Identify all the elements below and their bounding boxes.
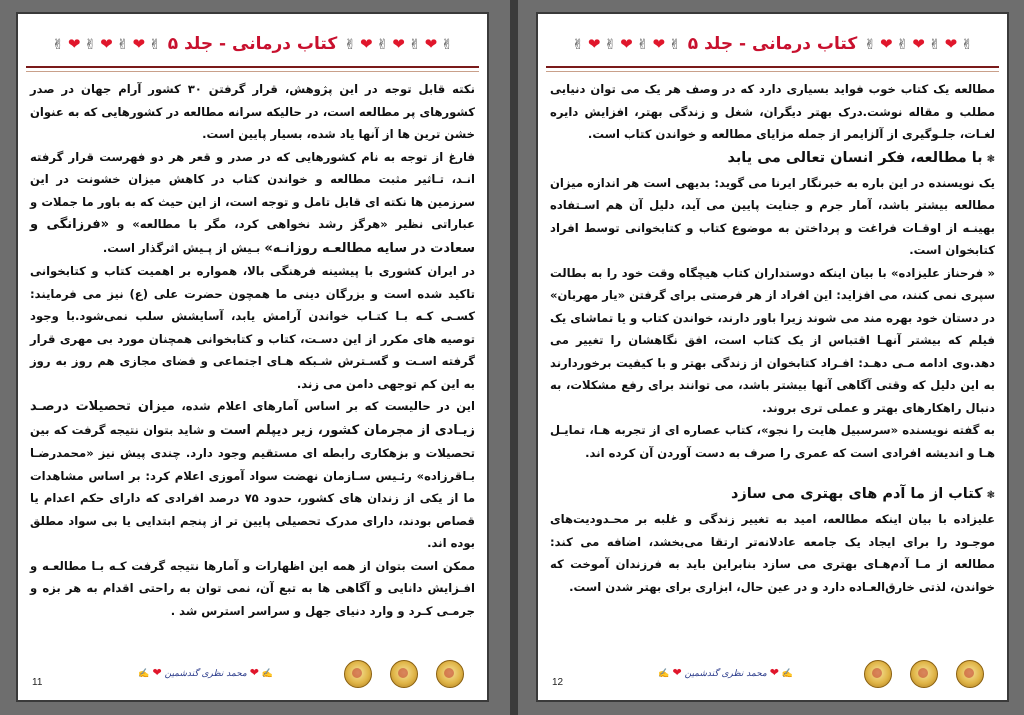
heart-icon: ❤ (587, 35, 601, 53)
paragraph: در ایران کشوری با پیشینه فرهنگی بالا، همواره بر اهمیت کتاب و کتابخوانی تاکید شده است و بزرگان دینی ما همچون حضرت علی (ع) نیز می فرمایند: کسـی کـه بـا کتـاب خواندن آرامش یابد، آسایشش سلب نمی‌شود.با وجود توصیه های مکرر از این دسـت، کتاب و کتابخوانی همچنان مورد بی مهری قرار گرفته اسـت و گسـترش شـبکه هـای اجتماعی و فضای مجازی هم روز به روز به این کم توجهی دامن می زند. (30, 264, 475, 391)
heart-icon: ❤ (672, 666, 682, 679)
victory-hand-icon: ✌ (441, 37, 453, 53)
medal-icon (956, 660, 984, 688)
pen-icon: ✍ (658, 669, 670, 679)
header-divider (546, 66, 999, 72)
section-heading (550, 146, 995, 172)
victory-hand-icon: ✌ (52, 37, 64, 53)
victory-hand-icon: ✌ (604, 37, 617, 53)
page-body (30, 78, 475, 644)
pen-icon: ✍ (138, 669, 150, 679)
header-divider (26, 66, 479, 72)
paragraph: « فرحناز علیزاده» با بیان اینکه دوستداران کتاب هیچگاه وقت خود را به بطالت سپری نمی کنند، می افزاید: این افراد از هر فرصتی برای گرفتن «یار مهربان» در دستان خود بهره مند می شوند زیرا باور دارند، خواندن کتاب و یا تماشای یک فیلم که بیشتر آنهـا اقتباس از یک کتاب است، افق نگاهشان را تغییر می دهد.وی ادامه مـی دهـد: افـراد کتابخوان از زندگی بهتر و با کیفیت برخوردارند به این دلیل که وقتی آگاهی آنها بیشتر باشد، می توانند برای رفع مشکلات، به دنبال راهکارهای بهتر و عملی تری بروند. (550, 265, 995, 415)
victory-hand-icon: ✌ (116, 37, 129, 53)
victory-hand-icon: ✌ (961, 37, 973, 53)
heart-icon: ❤ (132, 35, 146, 53)
paragraph: یک نویسنده در این باره به خبرنگار ایرنا می گوید: بدیهی است هر اندازه میزان مطالعه بیشتر باشد، آمار جرم و جنایت پایین می آید، دلیل آن هم اسـتفاده بهینـه از اوقـات فراغت و پرداختن به موضوع کتاب و کتابخوانی توسط افراد کتابخوان است. (550, 175, 995, 257)
paragraph: مطالعه یک کتاب خوب فواید بسیاری دارد که در وصف هر یک می توان دنیایی مطلب و مقاله نوشت.درک بهتر دیگران، شغل و زندگی بهتر، افزایش دایره لغـات، جلـوگیری از آلزایمر از جمله مزایای مطالعه و خواندن کتاب است. (550, 82, 995, 141)
victory-hand-icon: ✌ (896, 37, 909, 53)
heart-icon: ❤ (620, 35, 633, 53)
page-header (546, 34, 999, 60)
paragraph-text: فارغ از توجه به نام کشورهایی که در صدر و قعر هر دو فهرست قرار گرفته انـد، تـاثیر مثبت مطالعه و خواندن کتاب در کاهش میزان خشونت در این سرزمین ها نکته ای قابل تامل و توجه است، از این حیث که به باور ما جملات و عباراتی نظیر «هرگز رشد نخواهی کرد، مگر با مطالعه» و (30, 149, 475, 231)
emphasized-statement: میزان تحصیلات درصـد زیـادی از مجرمان کشور، زیر دیپلم است (30, 399, 475, 438)
heart-icon: ❤ (652, 35, 666, 53)
page-footer (28, 658, 477, 690)
heart-icon: ❤ (67, 35, 81, 53)
spacer (550, 464, 995, 482)
author-signature (138, 666, 273, 688)
paragraph-text: و شاید بتوان نتیجه گرفت که بین تحصیلات و بزهکاری رابطه ای مستقیم وجود دارد. چندی پیش نیز «محمدرضـا بـاقرزاده» رئـیس سـازمان نهضت سواد آموزی اعلام کرد: بر اساس مشاهدات ما از یکی از زندان های کشور، حدود ۷۵ درصد افرادی که دارای حکم اعدام یا قصاص بودند، دارای مدرک تحصیلی پایین تر از پنجم ابتدایی یا بی سواد مطلق بوده اند. (30, 422, 475, 550)
heart-icon: ❤ (359, 35, 373, 53)
victory-hand-icon: ✌ (928, 37, 941, 53)
page-11 (16, 12, 489, 702)
signature-text: محمد نظری گندشمین (684, 669, 767, 679)
page-body (550, 78, 995, 644)
heart-icon: ❤ (424, 35, 438, 53)
paragraph: علیزاده با بیان اینکه مطالعه، امید به تغییر زندگی و غلبه بر محـدودیت‌های موجـود را برای ایجاد یک جامعه عادلانه‌تر ارتقا می‌بخشد، اضافه می کند: مطالعه از مـا آدم‌هـای بهتری می سازد بنابراین باید به فرزندان آموخت که خواندن، لذتی خارق‌العـاده دارد و در عین حال، ابزاری برای بهتر شدن است. (550, 512, 995, 594)
paragraph-text: بـیش از پـیش اثرگذار است. (102, 240, 261, 255)
medal-icon (910, 660, 938, 688)
pen-icon: ✍ (781, 669, 793, 679)
victory-hand-icon: ✌ (669, 37, 681, 53)
medal-icon (390, 660, 418, 688)
heart-icon: ❤ (912, 35, 925, 53)
victory-hand-icon: ✌ (636, 37, 649, 53)
heart-icon: ❤ (392, 35, 405, 53)
victory-hand-icon: ✌ (149, 37, 161, 53)
medal-icon (436, 660, 464, 688)
flower-bullet-icon: ❃ (986, 153, 995, 165)
heart-icon: ❤ (879, 35, 893, 53)
flower-bullet-icon: ❃ (986, 490, 995, 501)
heart-icon: ❤ (944, 35, 958, 53)
author-signature (658, 666, 793, 688)
signature-text: محمد نظری گندشمین (164, 669, 247, 679)
page-number: 12 (552, 677, 564, 688)
victory-hand-icon: ✌ (344, 37, 356, 53)
medal-icon (344, 660, 372, 688)
paragraph: به گفته نویسنده «سرسبیل هایت را نجو»، کتاب عصاره ای از تجربه هـا، تمایـل هـا و اندیشه افرادی است که عمری را صرف به دست آوردن آن کرده اند. (550, 423, 995, 460)
section-heading-text: با مطالعه، فکر انسان تعالی می یابد (727, 149, 983, 166)
victory-hand-icon: ✌ (572, 37, 584, 53)
page-12 (536, 12, 1009, 702)
paragraph: نکته قابل توجه در این پژوهش، قرار گرفتن ۳۰ کشور آرام جهان در صدر کشورهای پر مطالعه است، در حالیکه سرانه مطالعه در کشورهایی که به عنوان خشن ترین ها از آنها یاد شده، بسیار پایین است. (30, 82, 475, 141)
paragraph: ممکن است بتوان از همه این اظهارات و آمارها نتیجه گرفت کـه بـا مطالعـه و افـزایش دانایی و آگاهی ها به تبع آن، نمی توان به راحتی اقدام به هر بزه و جرمـی کـرد و وارد دنیای جهل و سراسر استرس شد . (30, 558, 475, 618)
paragraph (30, 395, 475, 555)
victory-hand-icon: ✌ (408, 37, 421, 53)
page-gutter (510, 0, 518, 715)
emphasized-quote: «فرزانگی و سعادت در سایه مطالعـه روزانـه» (30, 217, 475, 256)
page-number: 11 (32, 677, 43, 688)
heart-icon: ❤ (769, 666, 779, 679)
page-footer (548, 658, 997, 690)
section-heading (550, 482, 995, 508)
victory-hand-icon: ✌ (84, 37, 97, 53)
header-title: کتاب درمانی - جلد ۵ (687, 34, 858, 54)
victory-hand-icon: ✌ (376, 37, 389, 53)
header-title: کتاب درمانی - جلد ۵ (167, 34, 338, 54)
medal-icon (864, 660, 892, 688)
heart-icon: ❤ (249, 666, 259, 679)
paragraph-text: این در حالیست که بر اساس آمارهای اعلام شده، (181, 399, 475, 413)
paragraph (30, 146, 475, 261)
page-header (26, 34, 479, 60)
heart-icon: ❤ (152, 666, 162, 679)
pen-icon: ✍ (261, 669, 273, 679)
heart-icon: ❤ (100, 35, 113, 53)
section-heading-text: کتاب از ما آدم های بهتری می سازد (730, 486, 983, 502)
victory-hand-icon: ✌ (864, 37, 876, 53)
